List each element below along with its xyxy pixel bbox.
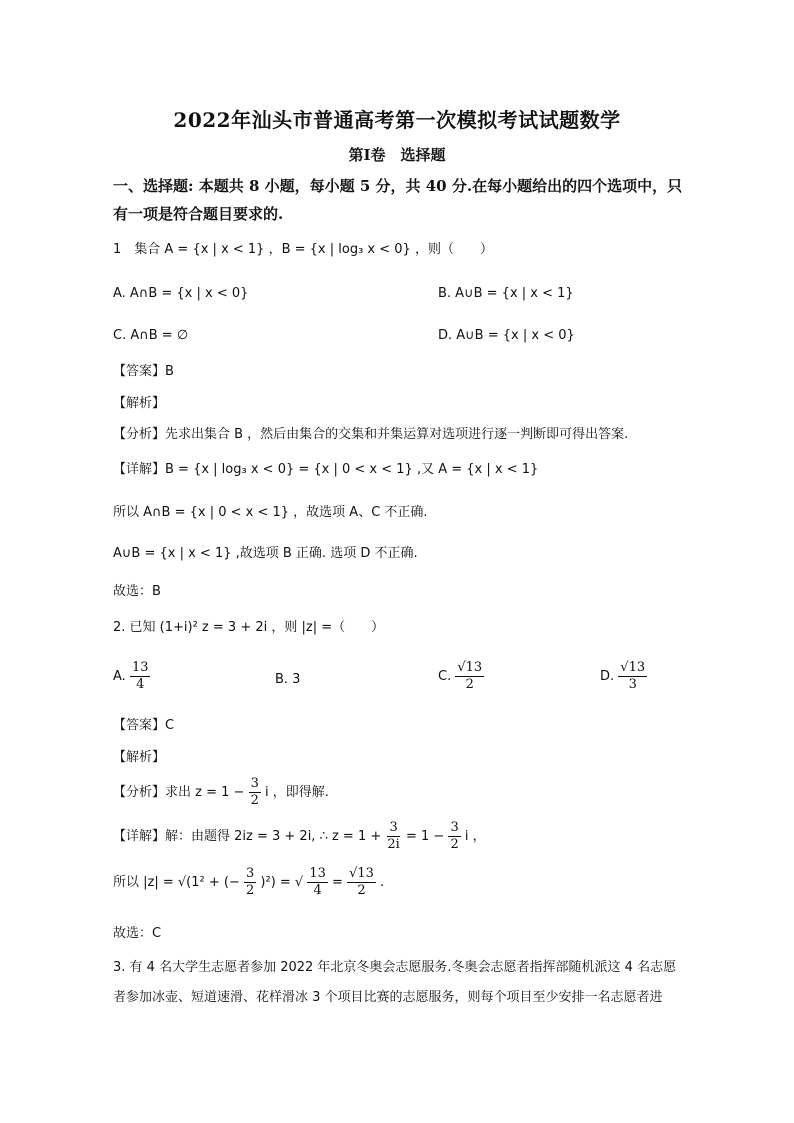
fraction-denominator: 4 [136, 677, 145, 692]
q1-stem: 1 集合 A = {x | x < 1} ，B = {x | log₃ x < 0} ，则（ ） [113, 242, 493, 257]
q2-option-a-fraction [130, 660, 151, 693]
q2-option-b: B. 3 [275, 672, 301, 687]
fraction-numerator: 13 [309, 866, 326, 881]
q2-analysis-label: 【解析】 [113, 750, 166, 765]
q2-final-mid: )²) = √ [260, 875, 304, 890]
section-instruction-line2: 有一项是符合题目要求的. [113, 205, 284, 223]
q1-option-c: C. A∩B = ∅ [113, 328, 189, 343]
fraction-numerator: √13 [620, 660, 646, 675]
q1-option-b: B. A∪B = {x | x < 1} [438, 286, 574, 301]
section-instruction-line1: 一、选择题: 本题共 8 小题，每小题 5 分，共 40 分.在每小题给出的四个选项中，只 [113, 177, 683, 195]
q3-stem-line2: 者参加冰壶、短道速滑、花样滑冰 3 个项目比赛的志愿服务，则每个项目至少安排一名志愿者进 [113, 990, 663, 1005]
q2-detail-post: i ， [464, 829, 486, 844]
q2-detail-fraction-1 [385, 820, 401, 853]
q2-final-eq: = [332, 875, 343, 890]
fraction-numerator: √13 [457, 660, 483, 675]
fraction-numerator: √13 [349, 866, 374, 881]
q2-option-c-fraction [455, 660, 484, 693]
q1-option-d: D. A∪B = {x | x < 0} [438, 328, 575, 343]
q2-fenxi [113, 776, 329, 809]
fraction-denominator: 2i [387, 837, 400, 852]
q2-option-c-label: C. [438, 669, 452, 684]
q2-detail-mid: = 1 − [405, 829, 445, 844]
q2-option-c [438, 660, 484, 693]
q2-final-fraction-1 [244, 866, 256, 899]
q2-detail-pre: 【详解】解：由题得 2iz = 3 + 2i, ∴ z = 1 + [113, 829, 382, 844]
q2-choose: 故选：C [113, 926, 162, 941]
q2-fenxi-pre: 【分析】求出 z = 1 − [113, 785, 245, 800]
page-title: 2022年汕头市普通高考第一次模拟考试试题数学 [173, 108, 621, 132]
q3-stem-line1: 3. 有 4 名大学生志愿者参加 2022 年北京冬奥会志愿服务.冬奥会志愿者指挥部随机派这 4 名志愿 [113, 960, 677, 975]
fraction-denominator: 2 [465, 677, 474, 692]
q2-detail [113, 820, 486, 853]
q2-option-a [113, 660, 150, 693]
q2-option-d [600, 660, 647, 693]
q2-fenxi-post: i ，即得解. [264, 785, 329, 800]
section-subtitle: 第I卷 选择题 [348, 146, 446, 164]
q1-conclusion-1: 所以 A∩B = {x | 0 < x < 1} ，故选项 A、C 不正确. [113, 505, 428, 520]
q2-fenxi-fraction [249, 776, 261, 809]
q1-option-a: A. A∩B = {x | x < 0} [113, 286, 249, 301]
q2-option-a-label: A. [113, 669, 126, 684]
q2-stem: 2. 已知 (1+i)² z = 3 + 2i ，则 |z| =（ ） [113, 620, 385, 635]
fraction-denominator: 2 [245, 883, 255, 898]
fraction-denominator: 3 [628, 677, 637, 692]
fraction-denominator: 2 [250, 793, 259, 808]
q2-final [113, 866, 384, 899]
q1-analysis-label: 【解析】 [113, 396, 166, 411]
q1-fenxi: 【分析】先求出集合 B ，然后由集合的交集和并集运算对选项进行逐一判断即可得出答案. [113, 427, 629, 442]
q1-choose: 故选：B [113, 584, 161, 599]
q2-answer: 【答案】C [113, 718, 175, 733]
q1-conclusion-2: A∪B = {x | x < 1} ,故选项 B 正确. 选项 D 不正确. [113, 546, 418, 561]
fraction-numerator: 3 [245, 866, 255, 881]
fraction-numerator: 13 [131, 660, 149, 675]
q2-detail-fraction-2 [448, 820, 460, 853]
q2-option-d-fraction [618, 660, 647, 693]
q2-final-fraction-3 [347, 866, 376, 899]
fraction-numerator: 3 [389, 820, 398, 835]
fraction-numerator: 3 [450, 820, 459, 835]
fraction-denominator: 2 [357, 883, 366, 898]
fraction-numerator: 3 [250, 776, 259, 791]
q1-answer: 【答案】B [113, 364, 174, 379]
q1-detail: 【详解】B = {x | log₃ x < 0} = {x | 0 < x < 1} ,又 A = {x | x < 1} [113, 462, 539, 477]
q2-option-d-label: D. [600, 669, 615, 684]
fraction-denominator: 2 [450, 837, 459, 852]
q2-final-fraction-2 [307, 866, 328, 899]
q2-final-pre: 所以 |z| = √(1² + (− [113, 875, 240, 890]
fraction-denominator: 4 [313, 883, 322, 898]
q2-final-post: . [380, 875, 385, 890]
